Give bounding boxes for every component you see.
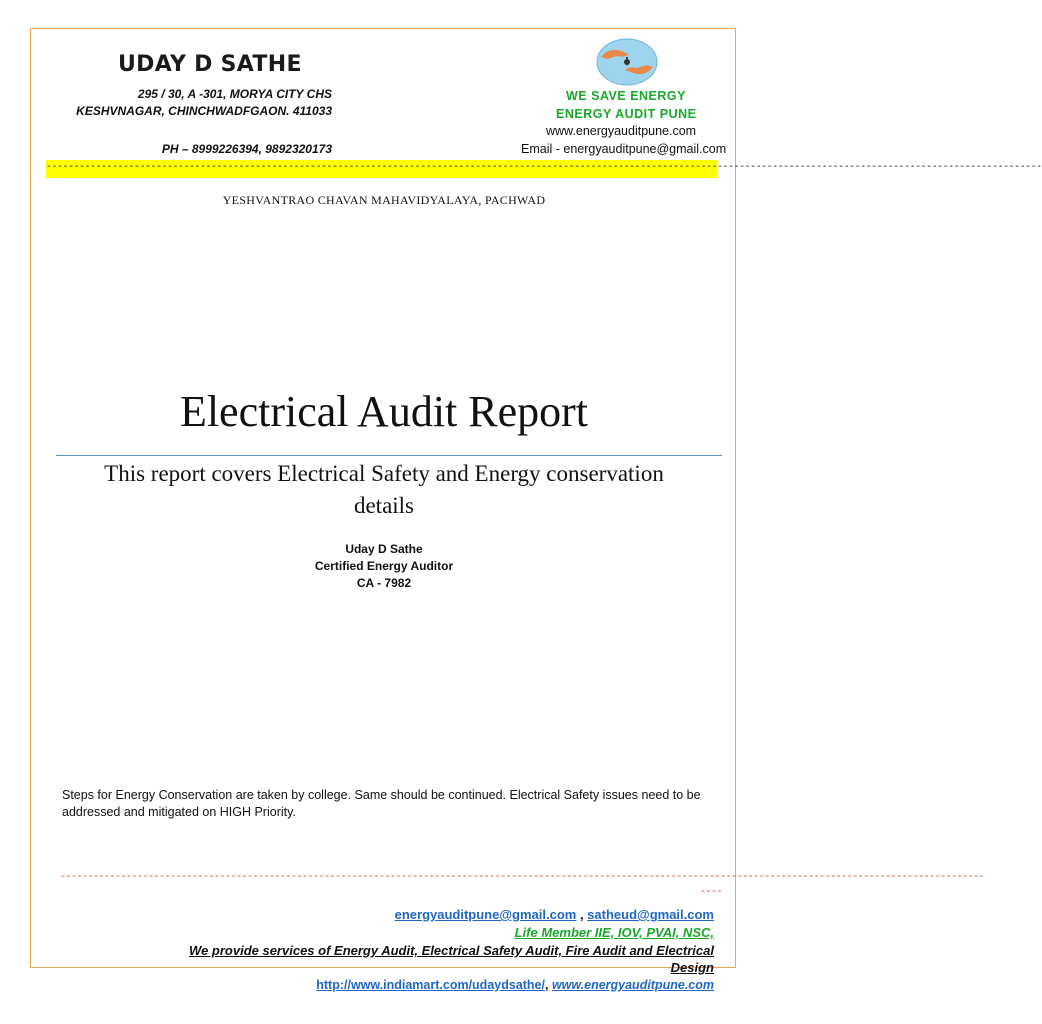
header-email: Email - energyauditpune@gmail.com [521, 142, 727, 156]
footer-email-link-2[interactable]: satheud@gmail.com [587, 907, 714, 922]
title-rule [56, 455, 722, 456]
header-website: www.energyauditpune.com [546, 124, 697, 138]
footer-email-link-1[interactable]: energyauditpune@gmail.com [394, 907, 577, 922]
footer-services: We provide services of Energy Audit, Electrical Safety Audit, Fire Audit and Electrical Design [189, 943, 714, 975]
address-line-1: 295 / 30, A -301, MORYA CITY CHS [137, 87, 332, 101]
summary-note: Steps for Energy Conservation are taken by college. Same should be continued. Electrical Safety issues need to be addressed and mitigated on HIGH Priority. [62, 788, 701, 819]
author-block [0, 541, 768, 592]
tagline-we-save-energy: WE SAVE ENERGY [566, 89, 686, 103]
footer-links [316, 978, 714, 992]
footer-link-separator: , [544, 978, 552, 992]
footer-emails [395, 907, 714, 922]
author-name: Uday D Sathe [345, 542, 423, 556]
footer-divider: ------------------------------------------------------------------------------------------------------------------------------------------------------------------------ [60, 872, 985, 883]
address-line-2: KESHVNAGAR, CHINCHWADFGAON. 411033 [76, 104, 332, 118]
author-role: Certified Energy Auditor [314, 559, 454, 573]
tagline-energy-audit-pune: ENERGY AUDIT PUNE [556, 107, 697, 121]
footer-membership: Life Member IIE, IOV, PVAI, NSC, [514, 925, 714, 940]
footer-divider-tail: ---- [700, 887, 723, 898]
report-subtitle: This report covers Electrical Safety and Energy conservation details [104, 461, 664, 518]
indiamart-link[interactable]: http://www.indiamart.com/udaydsathe/ [316, 978, 545, 992]
report-title: Electrical Audit Report [179, 387, 589, 436]
author-code: CA - 7982 [356, 576, 412, 590]
hands-logo-icon [595, 37, 659, 87]
letterhead-name: UDAY D SATHE [118, 52, 302, 77]
phone-numbers: PH – 8999226394, 9892320173 [161, 142, 332, 156]
website-link[interactable]: www.energyauditpune.com [551, 978, 714, 992]
highlighted-divider: ------------------------------------------------------------------------------------------------------------------------------------------------------------------------------------- [46, 160, 718, 178]
footer-email-separator: , [576, 907, 588, 922]
college-name: YESHVANTRAO CHAVAN MAHAVIDYALAYA, PACHWAD [222, 193, 546, 207]
